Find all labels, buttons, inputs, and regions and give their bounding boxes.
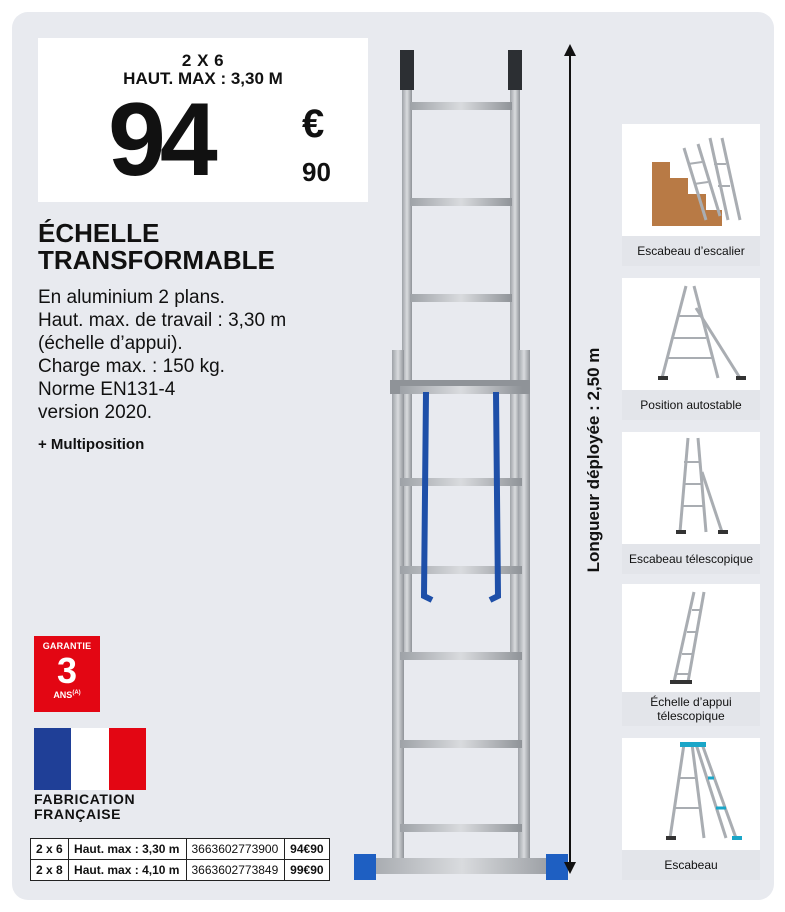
flag-blue — [34, 728, 71, 790]
flag-white — [71, 728, 108, 790]
stair-stepladder-icon — [622, 124, 760, 236]
description-line: Charge max. : 150 kg. — [38, 356, 225, 377]
fabrication-line: FABRICATION — [34, 791, 136, 807]
price-cell: 99€90 — [285, 860, 330, 881]
position-telescopic-lean-ladder — [622, 584, 760, 726]
table-row — [31, 839, 330, 860]
price-box — [38, 38, 368, 202]
position-label: Escabeau télescopique — [622, 544, 760, 574]
made-in-france-label — [34, 792, 154, 822]
position-label — [622, 692, 760, 726]
guarantee-badge — [34, 636, 100, 712]
product-description — [38, 286, 358, 424]
telescopic-stepladder-icon — [622, 432, 760, 544]
description-line: En aluminium 2 plans. — [38, 287, 225, 308]
french-flag-icon — [34, 728, 146, 790]
description-line: (échelle d’appui). — [38, 333, 183, 354]
position-stepladder — [622, 738, 760, 880]
telescopic-lean-ladder-icon — [622, 584, 760, 696]
price-integer: 94 — [108, 82, 212, 198]
height-cell: Haut. max : 3,30 m — [69, 839, 186, 860]
price-decimals: 90 — [302, 157, 331, 187]
ladder-image — [340, 40, 570, 890]
position-label-line-1: Échelle d’appui — [650, 695, 732, 709]
guarantee-number: 3 — [56, 650, 78, 691]
price-currency: € — [302, 102, 325, 146]
position-telescopic-stepladder — [622, 432, 760, 574]
description-line: Haut. max. de travail : 3,30 m — [38, 310, 287, 331]
ean-cell: 3663602773900 — [186, 839, 285, 860]
flag-red — [109, 728, 146, 790]
size-cell: 2 x 6 — [31, 839, 69, 860]
table-row — [31, 860, 330, 881]
guarantee-top: GARANTIE — [42, 641, 92, 651]
position-autostable — [622, 278, 760, 420]
price-cell: 94€90 — [285, 839, 330, 860]
description-line: Norme EN131-4 — [38, 379, 176, 400]
position-label: Escabeau d’escalier — [622, 236, 760, 266]
position-label-line-2: télescopique — [657, 709, 725, 723]
max-height-label: HAUT. MAX : 3,30 M — [123, 69, 283, 88]
dimension-arrow-icon — [558, 44, 582, 874]
ean-cell: 3663602773849 — [186, 860, 285, 881]
francaise-line: FRANÇAISE — [34, 806, 122, 822]
autostable-ladder-icon — [622, 278, 760, 390]
size-label: 2 X 6 — [181, 51, 225, 70]
position-label: Escabeau — [622, 850, 760, 880]
position-label: Position autostable — [622, 390, 760, 420]
stepladder-icon — [622, 738, 760, 850]
description-line: version 2020. — [38, 402, 153, 423]
spec-table — [30, 838, 330, 881]
title-line-2: TRANSFORMABLE — [38, 245, 275, 275]
size-cell: 2 x 8 — [31, 860, 69, 881]
position-stair-stepladder — [622, 124, 760, 266]
feature-multiposition: + Multiposition — [38, 436, 145, 453]
title-line-1: ÉCHELLE — [38, 218, 160, 248]
guarantee-bottom: $ANS^{(A)}$ — [53, 690, 81, 700]
height-cell: Haut. max : 4,10 m — [69, 860, 186, 881]
product-title — [38, 220, 275, 274]
deployed-length-text: Longueur déployée : 2,50 m — [584, 347, 603, 573]
